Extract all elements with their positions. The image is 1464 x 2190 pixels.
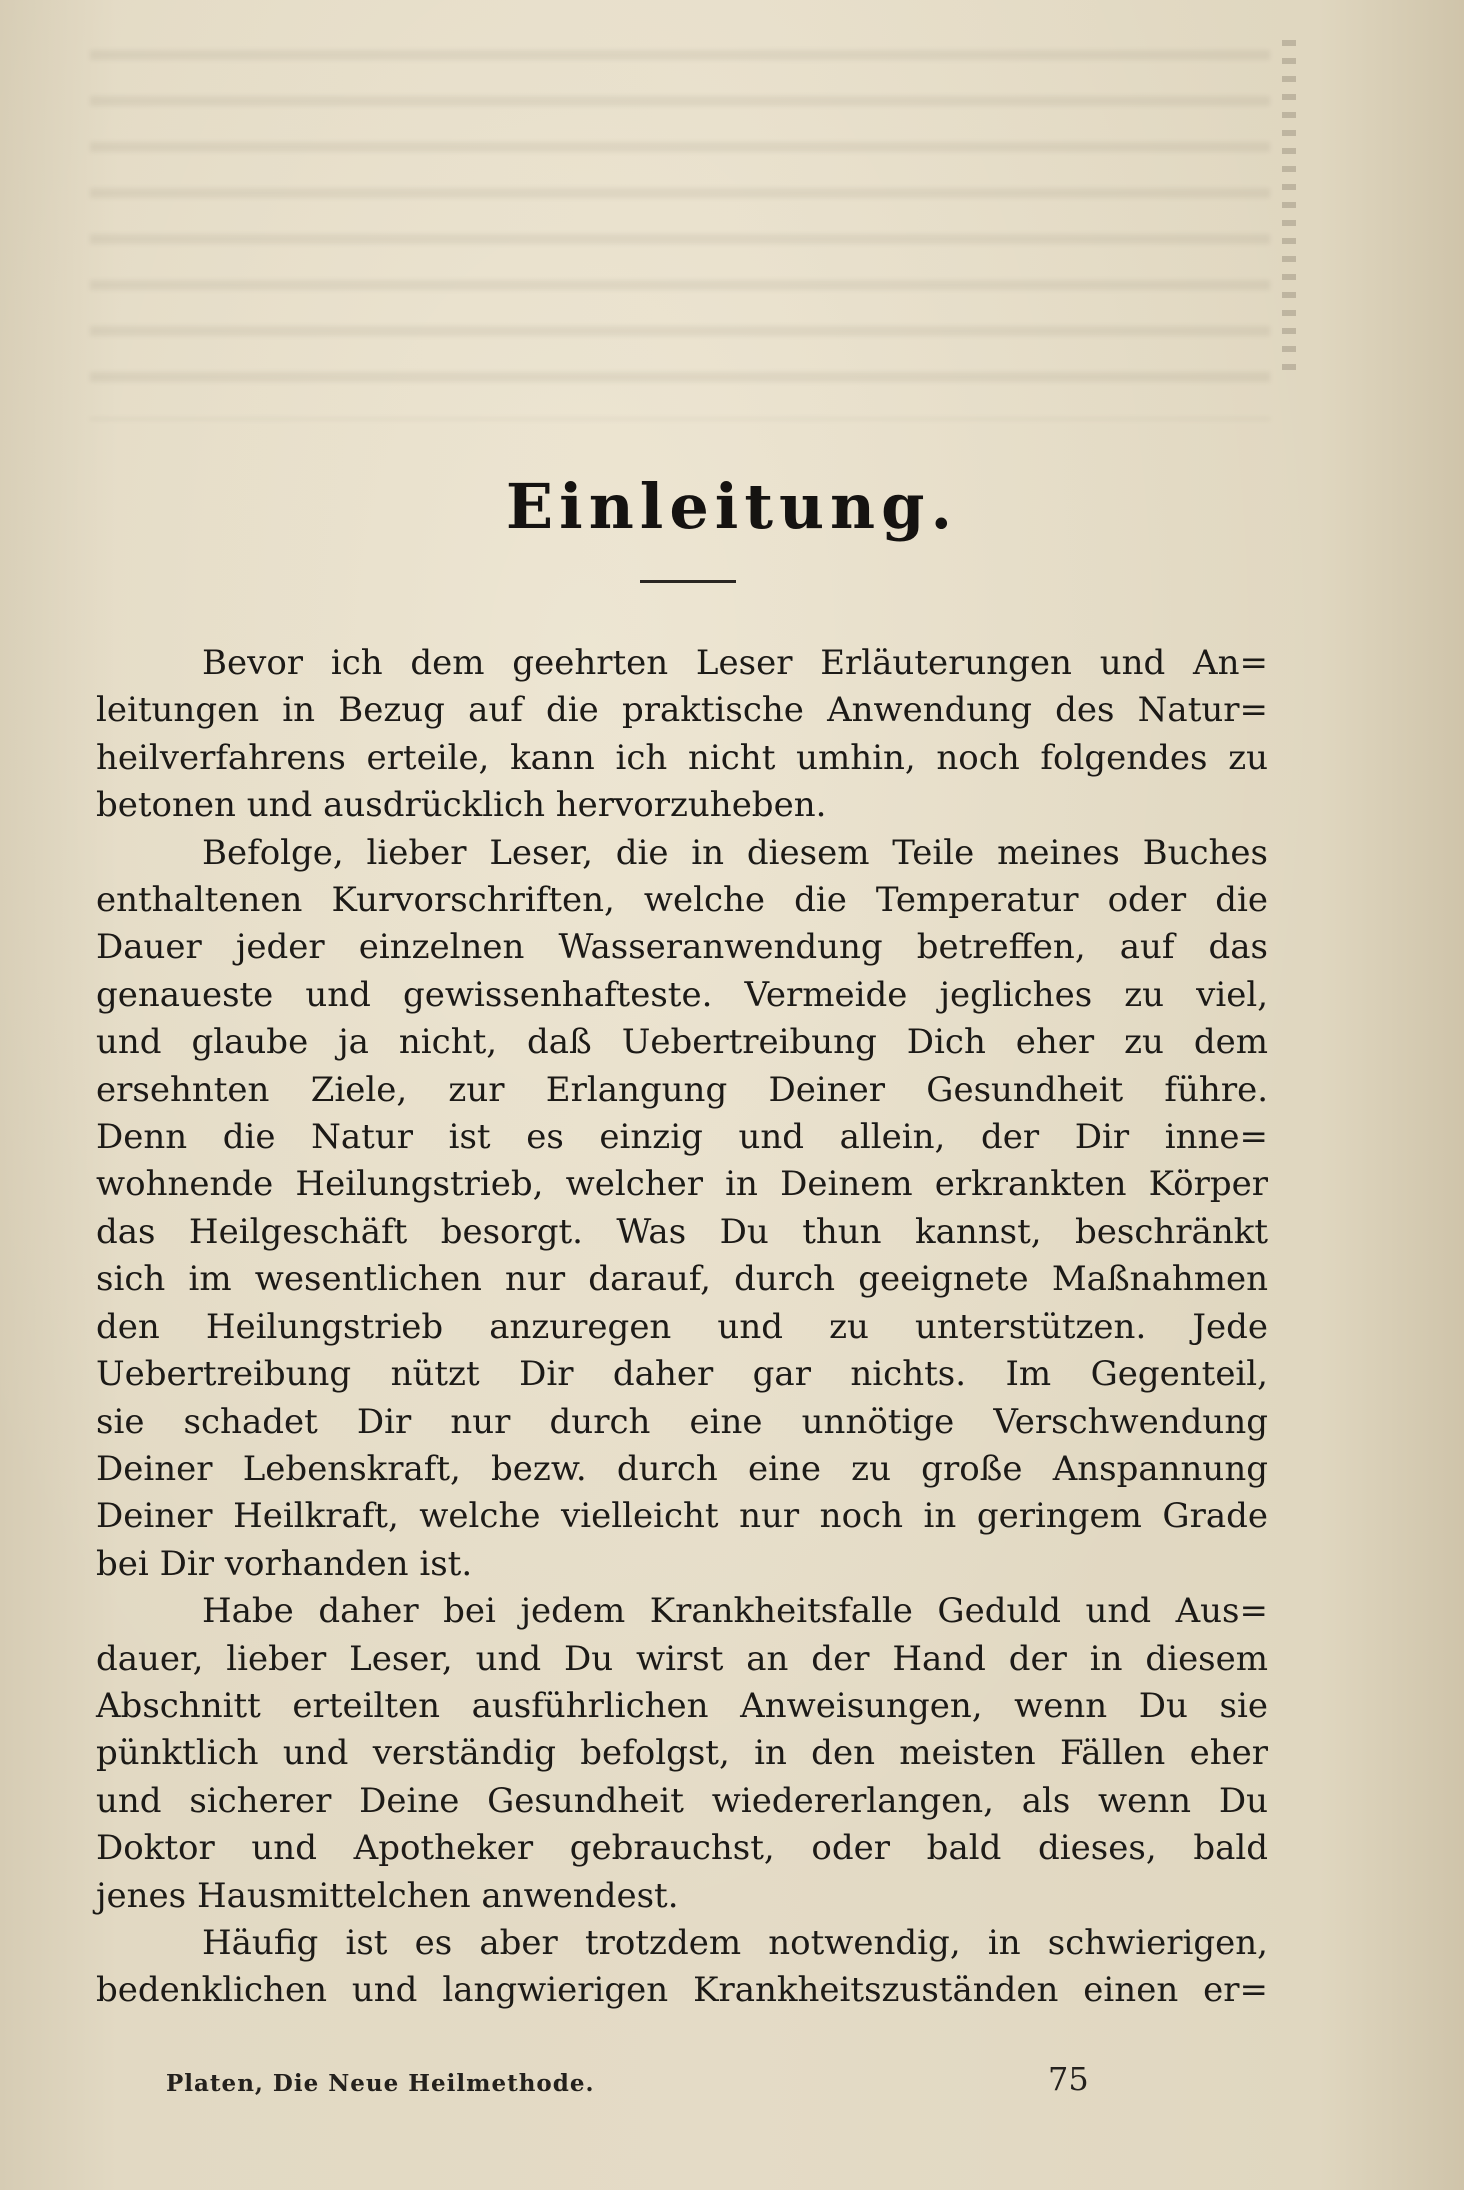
heading-rule	[640, 580, 736, 583]
page-edge-marks	[1282, 40, 1296, 370]
show-through-shading	[90, 20, 1270, 420]
text-line: wohnende Heilungstrieb, welcher in Deinem erkrankten Körper	[96, 1164, 1268, 1205]
text-line: Uebertreibung nützt Dir daher gar nichts. Im Gegenteil,	[96, 1354, 1268, 1395]
text-line: bei Dir vorhanden ist.	[96, 1543, 473, 1584]
text-line: betonen und ausdrücklich hervorzuheben.	[96, 785, 827, 826]
text-line: genaueste und gewissenhafteste. Vermeide jegliches zu viel,	[96, 974, 1268, 1015]
text-line: jenes Hausmittelchen anwendest.	[96, 1875, 679, 1916]
text-line: den Heilungstrieb anzuregen und zu unterstützen. Jede	[96, 1306, 1268, 1347]
text-line: Bevor ich dem geehrten Leser Erläuterungen und An=	[202, 643, 1268, 683]
body-text	[96, 640, 1268, 2015]
text-line: heilverfahrens erteile, kann ich nicht umhin, noch folgendes zu	[96, 737, 1268, 778]
running-footer-title: Platen, Die Neue Heilmethode.	[166, 2070, 595, 2097]
text-line: Dauer jeder einzelnen Wasseranwendung betreffen, auf das	[96, 927, 1268, 968]
paragraph-1	[96, 640, 1268, 830]
text-line: Befolge, lieber Leser, die in diesem Teile meines Buches	[202, 832, 1268, 873]
text-line: Deiner Lebenskraft, bezw. durch eine zu große Anspannung	[96, 1448, 1268, 1489]
text-line: sie schadet Dir nur durch eine unnötige Verschwendung	[96, 1401, 1268, 1442]
text-line: Deiner Heilkraft, welche vielleicht nur noch in geringem Grade	[96, 1496, 1268, 1537]
text-line: Denn die Natur ist es einzig und allein, der Dir inne=	[96, 1117, 1268, 1158]
page-footer	[130, 2060, 1140, 2108]
text-line: pünktlich und verständig befolgst, in den meisten Fällen eher	[96, 1733, 1268, 1774]
text-line: leitungen in Bezug auf die praktische Anwendung des Natur=	[96, 690, 1268, 731]
text-line: Häufig ist es aber trotzdem notwendig, in schwierigen,	[202, 1922, 1268, 1963]
paragraph-3	[96, 1588, 1268, 1920]
text-line: sich im wesentlichen nur darauf, durch geeignete Maßnahmen	[96, 1259, 1268, 1300]
text-line: und glaube ja nicht, daß Uebertreibung Dich eher zu dem	[96, 1022, 1268, 1063]
text-line: und sicherer Deine Gesundheit wiedererlangen, als wenn Du	[96, 1780, 1268, 1821]
text-line: ersehnten Ziele, zur Erlangung Deiner Gesundheit führe.	[96, 1069, 1268, 1110]
paragraph-4	[96, 1920, 1268, 2015]
chapter-heading: Einleitung.	[505, 470, 959, 543]
text-line: Habe daher bei jedem Krankheitsfalle Geduld und Aus=	[202, 1591, 1268, 1632]
paragraph-2	[96, 830, 1268, 1589]
text-line: Abschnitt erteilten ausführlichen Anweisungen, wenn Du sie	[96, 1685, 1268, 1726]
text-line: enthaltenen Kurvorschriften, welche die Temperatur oder die	[96, 880, 1268, 921]
text-line: Doktor und Apotheker gebrauchst, oder bald dieses, bald	[96, 1828, 1268, 1869]
page-number: 75	[1048, 2060, 1089, 2098]
text-line: bedenklichen und langwierigen Krankheitszuständen einen er=	[96, 1970, 1268, 2011]
text-line: dauer, lieber Leser, und Du wirst an der Hand der in diesem	[96, 1638, 1268, 1679]
text-line: das Heilgeschäft besorgt. Was Du thun kannst, beschränkt	[96, 1211, 1268, 1252]
